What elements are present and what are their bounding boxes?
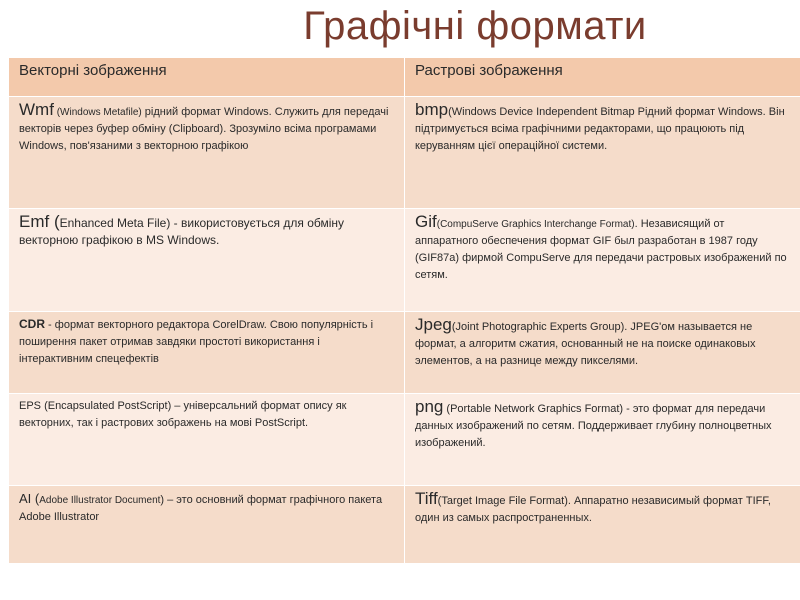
cell-bmp bbox=[405, 97, 800, 209]
cell-eps bbox=[9, 394, 405, 486]
format-name: png bbox=[415, 397, 444, 416]
table-row bbox=[9, 394, 800, 486]
table-row bbox=[9, 312, 800, 394]
table-row bbox=[9, 209, 800, 312]
format-description: ) – это основний формат графічного пакета Adobe Illustrator bbox=[19, 494, 383, 523]
cell-gif bbox=[405, 209, 800, 312]
format-name: Emf ( bbox=[19, 212, 60, 231]
format-description: Enhanced Meta File) - використовується для обміну векторною графікою в MS Windows. bbox=[19, 216, 345, 247]
format-description: - формат векторного редактора CorelDraw. Свою популярність і поширення пакет отримав завдяки простоті використання і інтерактивним спецефектів bbox=[19, 319, 374, 365]
cell-tiff bbox=[405, 486, 800, 564]
format-description: (Portable Network Graphics Format) - это формат для передачи данных изображений по сетям. Поддерживает глубину полноцветных изображений. bbox=[415, 403, 772, 449]
format-description: (Windows Device Independent Bitmap Рідний формат Windows. Він підтримується всіма графічними редакторами, що працюють під керуванням цієї операційної системи. bbox=[415, 106, 785, 152]
format-name: AI ( bbox=[19, 491, 40, 506]
format-name: Tiff bbox=[415, 489, 438, 508]
cell-wmf bbox=[9, 97, 405, 209]
format-fullname: Adobe Illustrator Document bbox=[39, 495, 161, 506]
format-description: . Независящий от аппаратного обеспечения формат GIF был разработан в 1987 году (GIF87a) фирмой CompuServe для передачи растровых изображений по сетям. bbox=[415, 218, 787, 281]
format-name: Wmf bbox=[19, 100, 54, 119]
cell-emf bbox=[9, 209, 405, 312]
cell-cdr bbox=[9, 312, 405, 394]
cell-ai bbox=[9, 486, 405, 564]
format-name: bmp bbox=[415, 100, 449, 119]
format-description: EPS (Encapsulated PostScript) – універсальний формат опису як векторних, так і растрових зображень на мові PostScript. bbox=[19, 400, 347, 429]
format-fullname: (CompuServe Graphics Interchange Format) bbox=[436, 219, 635, 230]
cell-jpeg bbox=[405, 312, 800, 394]
slide-title: Графічні формати bbox=[303, 4, 647, 48]
format-description: (Target Image File Format). Аппаратно независимый формат TIFF, один из самых распространенных. bbox=[415, 495, 771, 524]
format-description: (Joint Photographic Experts Group). JPEG'ом называется не формат, а алгоритм сжатия, основанный не на поиске одинаковых элементов, а на разнице между пикселями. bbox=[415, 321, 756, 367]
format-name: CDR bbox=[19, 317, 45, 331]
table-row bbox=[9, 97, 800, 209]
format-name: Gif bbox=[415, 212, 437, 231]
format-description: рідний формат Windows. Служить для передачі векторів через буфер обміну (Clipboard). Зрозуміло всіма програмами Windows, пов'язаними з векторною графікою bbox=[19, 106, 389, 152]
cell-png bbox=[405, 394, 800, 486]
format-fullname: (Windows Metafile) bbox=[53, 107, 142, 118]
header-vector: Векторні зображення bbox=[9, 58, 405, 97]
format-name: Jpeg bbox=[415, 315, 452, 334]
formats-table bbox=[8, 57, 800, 564]
table-header-row bbox=[9, 58, 800, 97]
header-raster: Растрові зображення bbox=[405, 58, 800, 97]
table-row bbox=[9, 486, 800, 564]
